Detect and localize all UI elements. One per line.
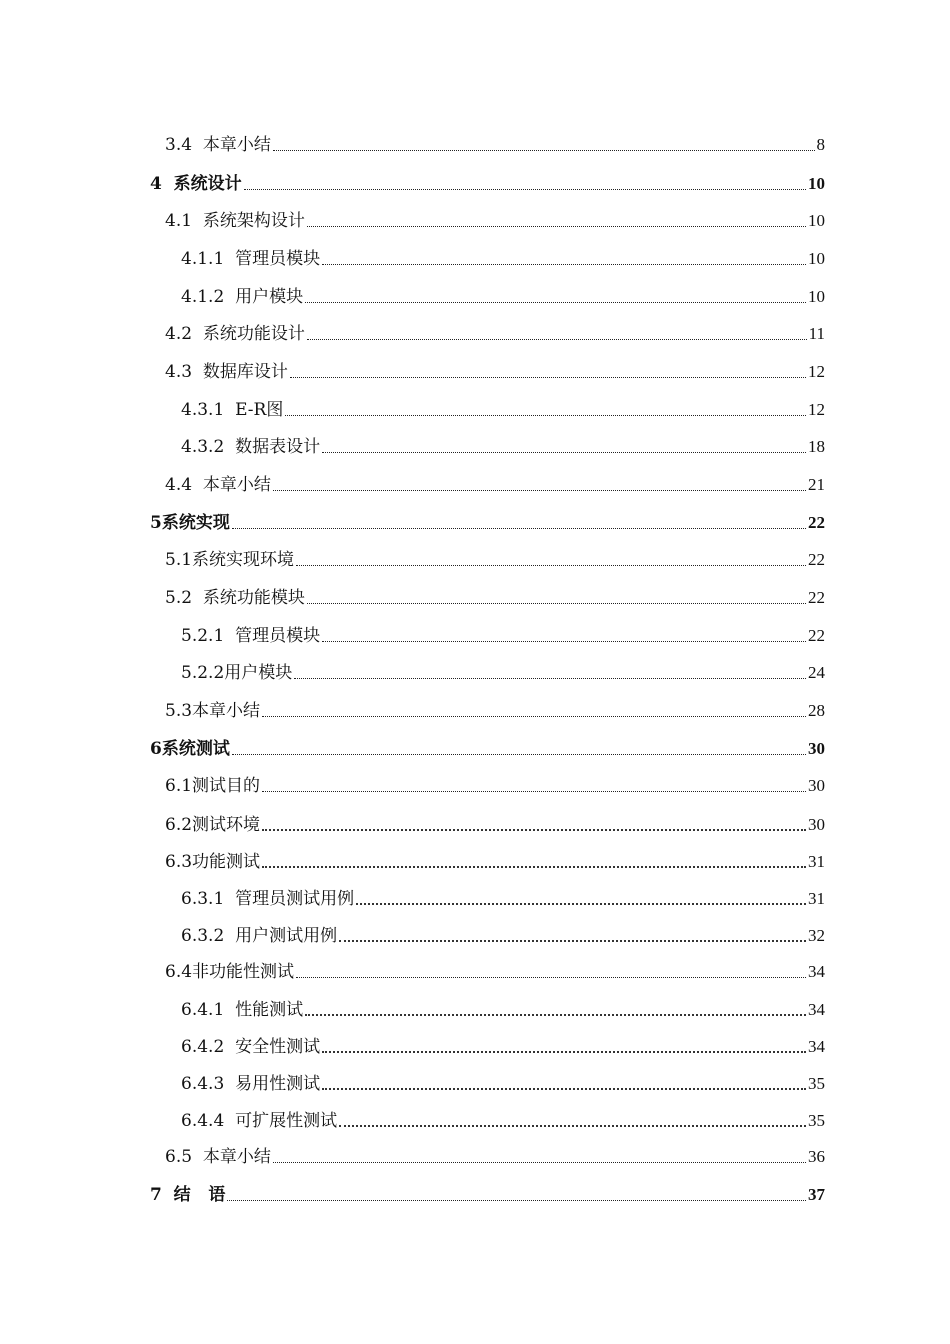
toc-entry[interactable] — [165, 843, 825, 873]
toc-entry-page: 35 — [808, 1111, 825, 1130]
toc-entry-page: 10 — [808, 249, 825, 268]
toc-entry-page: 30 — [808, 776, 825, 795]
dot-leader — [294, 678, 806, 679]
dot-leader — [296, 977, 806, 978]
toc-entry-label: 4.1.1 管理员模块 — [181, 249, 321, 269]
toc-entry[interactable] — [150, 165, 825, 195]
toc-entry-label: 5.2 系统功能模块 — [165, 588, 305, 608]
toc-entry-page: 32 — [808, 926, 825, 945]
dot-leader — [307, 339, 807, 340]
toc-entry-page: 24 — [808, 663, 825, 682]
dot-leader — [244, 189, 806, 190]
toc-entry[interactable] — [150, 1176, 825, 1206]
dot-leader — [296, 565, 806, 566]
toc-entry-label: 4.3.1 E-R图 — [181, 400, 284, 420]
toc-entry-page: 21 — [808, 475, 825, 494]
toc-entry-label: 4.2 系统功能设计 — [165, 324, 305, 344]
toc-entry-label: 6.3功能测试 — [165, 852, 261, 872]
toc-entry[interactable] — [181, 240, 825, 270]
dot-leader — [322, 264, 806, 265]
toc-entry-page: 28 — [808, 701, 825, 720]
toc-entry-label: 6.4.4 可扩展性测试 — [181, 1111, 338, 1131]
toc-entry[interactable] — [165, 202, 825, 232]
toc-entry-page: 22 — [808, 626, 825, 645]
toc-entry[interactable] — [165, 692, 825, 722]
toc-entry[interactable] — [150, 504, 825, 534]
dot-leader — [273, 490, 806, 491]
toc-entry-label: 6.2测试环境 — [165, 815, 261, 835]
dot-leader — [285, 415, 806, 416]
toc-entry-page: 31 — [808, 889, 825, 908]
toc-entry-page: 12 — [808, 400, 825, 419]
toc-entry-label: 6.4非功能性测试 — [165, 962, 295, 982]
dot-leader — [262, 791, 806, 792]
toc-entry-label: 6.4.2 安全性测试 — [181, 1037, 321, 1057]
dot-leader — [339, 940, 806, 942]
toc-entry-label: 7 结 语 — [150, 1185, 226, 1205]
toc-entry-label: 5.2.1 管理员模块 — [181, 626, 321, 646]
toc-entry-label: 6.5 本章小结 — [165, 1147, 271, 1167]
toc-entry-page: 10 — [808, 287, 825, 306]
toc-entry[interactable] — [165, 767, 825, 797]
toc-entry-label: 5.3本章小结 — [165, 701, 261, 721]
toc-entry-label: 3.4 本章小结 — [165, 135, 271, 155]
toc-entry-label: 6.4.3 易用性测试 — [181, 1074, 321, 1094]
toc-entry-label: 4.1.2 用户模块 — [181, 287, 304, 307]
dot-leader — [322, 641, 806, 642]
dot-leader — [262, 716, 806, 717]
toc-entry[interactable] — [165, 953, 825, 983]
toc-entry-label: 6.1测试目的 — [165, 776, 261, 796]
toc-entry-page: 22 — [808, 513, 825, 532]
dot-leader — [307, 226, 806, 227]
dot-leader — [290, 377, 806, 378]
dot-leader — [273, 1162, 806, 1163]
toc-entry[interactable] — [165, 806, 825, 836]
toc-entry-page: 34 — [808, 962, 825, 981]
toc-entry-label: 4 系统设计 — [150, 174, 242, 194]
dot-leader — [339, 1125, 806, 1127]
dot-leader — [232, 754, 806, 755]
toc-entry[interactable] — [181, 278, 825, 308]
toc-entry[interactable] — [181, 917, 825, 947]
toc-entry[interactable] — [181, 880, 825, 910]
toc-entry-page: 10 — [808, 174, 825, 193]
toc-entry-label: 4.3 数据库设计 — [165, 362, 288, 382]
toc-entry[interactable] — [181, 428, 825, 458]
toc-entry[interactable] — [181, 617, 825, 647]
dot-leader — [262, 866, 806, 868]
toc-entry-page: 35 — [808, 1074, 825, 1093]
toc-entry[interactable] — [150, 730, 825, 760]
toc-entry-label: 5.1系统实现环境 — [165, 550, 295, 570]
toc-entry-page: 30 — [808, 815, 825, 834]
toc-entry-label: 4.3.2 数据表设计 — [181, 437, 321, 457]
toc-entry-page: 37 — [808, 1185, 825, 1204]
toc-entry-page: 31 — [808, 852, 825, 871]
dot-leader — [273, 150, 815, 151]
toc-entry-label: 5.2.2用户模块 — [181, 663, 293, 683]
toc-entry-label: 6.3.2 用户测试用例 — [181, 926, 338, 946]
toc-entry[interactable] — [165, 1138, 825, 1168]
toc-entry[interactable] — [165, 579, 825, 609]
toc-entry[interactable] — [165, 353, 825, 383]
toc-entry-page: 10 — [808, 211, 825, 230]
toc-entry[interactable] — [181, 1065, 825, 1095]
dot-leader — [305, 302, 806, 303]
toc-entry[interactable] — [181, 1028, 825, 1058]
toc-entry[interactable] — [165, 541, 825, 571]
toc-entry[interactable] — [181, 991, 825, 1021]
toc-entry-page: 22 — [808, 550, 825, 569]
toc-entry-page: 22 — [808, 588, 825, 607]
dot-leader — [322, 1088, 806, 1090]
toc-entry-page: 8 — [816, 135, 825, 154]
toc-entry-page: 34 — [808, 1037, 825, 1056]
dot-leader — [322, 452, 806, 453]
dot-leader — [322, 1051, 806, 1053]
toc-entry-label: 4.1 系统架构设计 — [165, 211, 305, 231]
toc-entry-page: 12 — [808, 362, 825, 381]
toc-entry[interactable] — [165, 126, 825, 156]
toc-entry[interactable] — [181, 1102, 825, 1132]
toc-entry-page: 30 — [808, 739, 825, 758]
dot-leader — [232, 528, 806, 529]
toc-entry[interactable] — [165, 466, 825, 496]
toc-entry[interactable] — [181, 654, 825, 684]
toc-entry-page: 36 — [808, 1147, 825, 1166]
toc-entry[interactable] — [181, 391, 825, 421]
toc-entry[interactable] — [165, 315, 825, 345]
dot-leader — [307, 603, 806, 604]
dot-leader — [356, 903, 806, 905]
dot-leader — [305, 1014, 806, 1016]
toc-entry-page: 11 — [808, 324, 825, 343]
toc-entry-label: 5系统实现 — [150, 513, 230, 533]
toc-entry-label: 6系统测试 — [150, 739, 230, 759]
toc-entry-page: 18 — [808, 437, 825, 456]
dot-leader — [227, 1200, 806, 1201]
dot-leader — [262, 829, 806, 831]
toc-entry-page: 34 — [808, 1000, 825, 1019]
toc-entry-label: 4.4 本章小结 — [165, 475, 271, 495]
toc-entry-label: 6.4.1 性能测试 — [181, 1000, 304, 1020]
toc-entry-label: 6.3.1 管理员测试用例 — [181, 889, 355, 909]
